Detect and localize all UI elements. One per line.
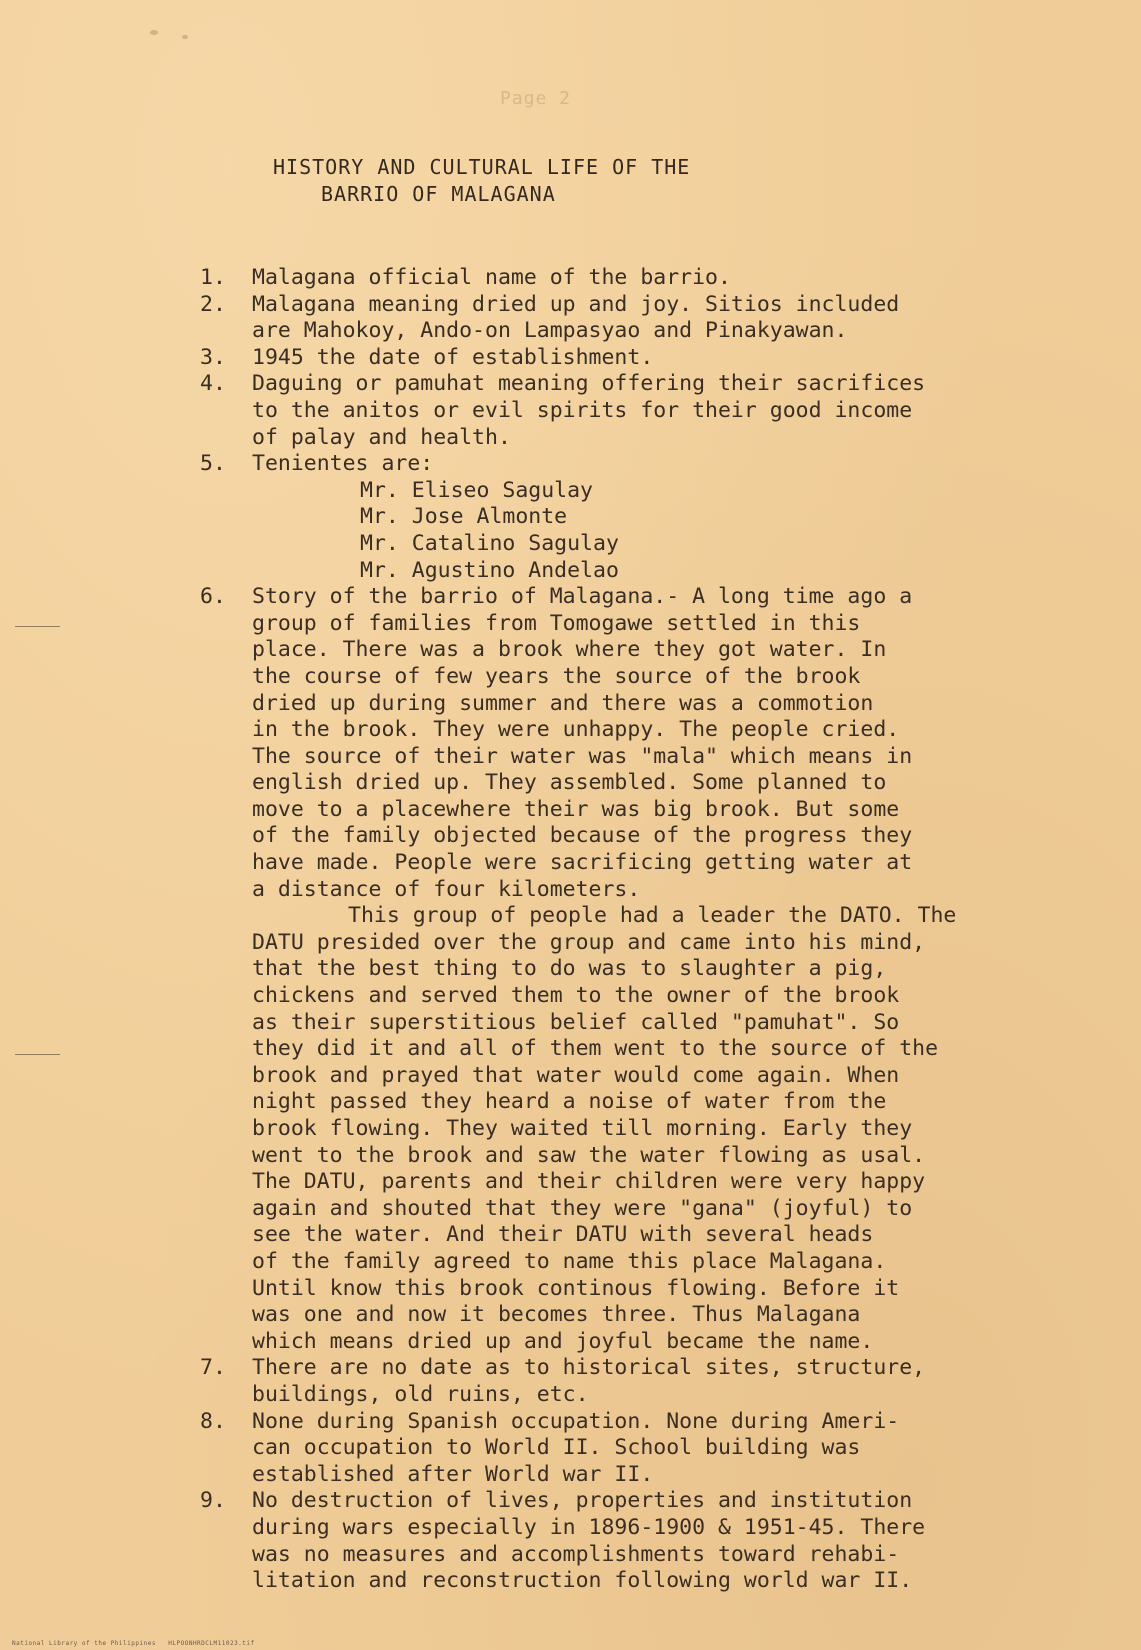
item-number: 4. (200, 371, 226, 397)
list-item-4 (200, 371, 1100, 451)
item-number: 9. (200, 1488, 226, 1514)
list-item-9 (200, 1488, 1100, 1594)
item-text: the course of few years the source of the brook (252, 663, 861, 689)
item-text: buildings, old ruins, etc. (252, 1381, 589, 1407)
story-text: again and shouted that they were "gana" (joyful) to (252, 1195, 913, 1221)
item-text: place. There was a brook where they got water. In (252, 637, 887, 663)
story-text: was one and now it becomes three. Thus Malagana (252, 1302, 861, 1328)
item-text: to the anitos or evil spirits for their good income (252, 397, 913, 423)
item-text: was no measures and accomplishments toward rehabi- (252, 1541, 900, 1567)
list-item-3 (200, 345, 1100, 372)
item-text: in the brook. They were unhappy. The people cried. (252, 717, 900, 743)
item-text: Tenientes are: (252, 451, 434, 477)
list-item-6 (200, 584, 1100, 1355)
ink-smudge (182, 35, 188, 39)
story-text: Until know this brook continous flowing. Before it (252, 1275, 900, 1301)
story-text: went to the brook and saw the water flowing as usal. (252, 1142, 926, 1168)
title-line-1: HISTORY AND CULTURAL LIFE OF THE (273, 155, 691, 179)
list-item-1 (200, 265, 1100, 292)
item-text: move to a placewhere their was big brook. But some (252, 796, 900, 822)
item-number: 6. (200, 584, 226, 610)
margin-mark (15, 1054, 60, 1055)
story-text: night passed they heard a noise of water from the (252, 1089, 887, 1115)
story-text: see the water. And their DATU with several heads (252, 1222, 874, 1248)
teniente-name: Mr. Catalino Sagulay (360, 530, 619, 556)
list-item-2 (200, 292, 1100, 345)
story-text: This group of people had a leader the DATO. The (348, 903, 957, 929)
scan-footer: National Library of the Philippines HLPOONHRDCLM11023.tif (12, 1640, 255, 1647)
list-item-5 (200, 451, 1100, 584)
story-text: brook flowing. They waited till morning. Early they (252, 1116, 913, 1141)
item-text: have made. People were sacrificing getting water at (252, 850, 913, 876)
item-text: of the family objected because of the progress they (252, 823, 913, 849)
item-number: 2. (200, 291, 226, 317)
item-text: Malagana official name of the barrio. (252, 265, 731, 290)
item-text: can occupation to World II. School building was (252, 1435, 861, 1461)
story-text: they did it and all of them went to the source of the (252, 1036, 939, 1062)
teniente-name: Mr. Eliseo Sagulay (360, 477, 593, 503)
item-number: 8. (200, 1408, 226, 1434)
item-text: of palay and health. (252, 424, 511, 450)
item-text: are Mahokoy, Ando-on Lampasyao and Pinakyawan. (252, 318, 848, 344)
item-text: 1945 the date of establishment. (252, 344, 654, 370)
list-item-7 (200, 1355, 1100, 1408)
item-text: Daguing or pamuhat meaning offering their sacrifices (252, 371, 926, 397)
item-text: Malagana meaning dried up and joy. Sitios included (252, 291, 900, 317)
story-text: that the best thing to do was to slaughter a pig, (252, 956, 887, 982)
story-text: DATU presided over the group and came into his mind, (252, 929, 926, 955)
ink-smudge (150, 30, 158, 35)
margin-mark (15, 626, 60, 627)
story-text: which means dried up and joyful became the name. (252, 1328, 874, 1354)
item-text: established after World war II. (252, 1461, 654, 1487)
item-number: 1. (200, 265, 226, 290)
item-text: during wars especially in 1896-1900 & 1951-45. There (252, 1514, 926, 1540)
story-text: of the family agreed to name this place Malagana. (252, 1248, 887, 1274)
teniente-name: Mr. Agustino Andelao (360, 557, 619, 583)
faint-page-label: Page 2 (500, 88, 572, 109)
item-text: group of families from Tomogawe settled in this (252, 610, 861, 636)
list-item-8 (200, 1409, 1100, 1489)
item-text: Story of the barrio of Malagana.- A long time ago a (252, 584, 913, 610)
item-text: The source of their water was "mala" which means in (252, 743, 913, 769)
item-text: dried up during summer and there was a commotion (252, 690, 874, 716)
story-text: brook and prayed that water would come again. When (252, 1062, 900, 1088)
item-text: No destruction of lives, properties and institution (252, 1488, 913, 1514)
item-text: a distance of four kilometers. (252, 876, 641, 902)
teniente-name: Mr. Jose Almonte (360, 504, 568, 530)
story-text: chickens and served them to the owner of the brook (252, 983, 900, 1009)
item-number: 3. (200, 344, 226, 370)
item-number: 7. (200, 1355, 226, 1381)
title-line-2: BARRIO OF MALAGANA (321, 182, 556, 206)
item-number: 5. (200, 451, 226, 477)
item-text: None during Spanish occupation. None during Ameri- (252, 1408, 900, 1434)
item-text: litation and reconstruction following world war II. (252, 1568, 913, 1594)
document-body (200, 265, 1100, 1595)
story-text: as their superstitious belief called "pamuhat". So (252, 1009, 900, 1035)
item-text: english dried up. They assembled. Some planned to (252, 770, 887, 796)
item-text: There are no date as to historical sites, structure, (252, 1355, 926, 1381)
story-text: The DATU, parents and their children were very happy (252, 1169, 926, 1195)
